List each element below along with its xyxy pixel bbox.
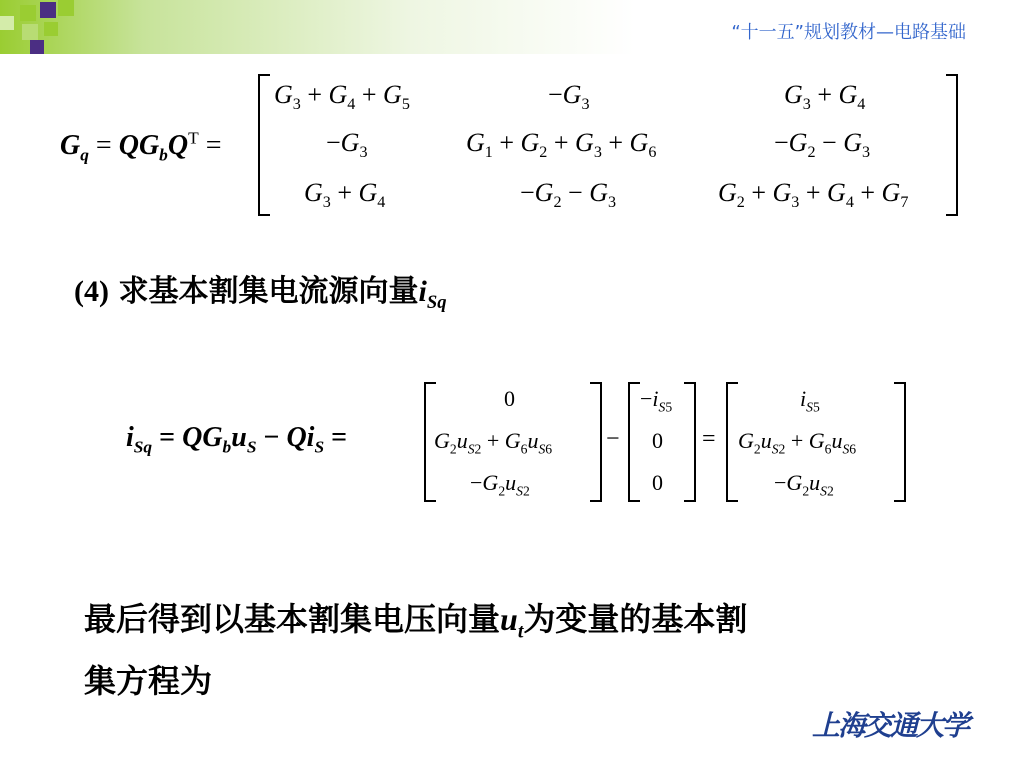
matrix-cell: $G_2u_{S2} + G_6u_{S6}$ — [434, 428, 553, 457]
matrix-cell: $G_3 + G_4$ — [304, 178, 386, 212]
step-text: 求基本割集电流源向量 — [118, 274, 419, 309]
matrix-cell: $G_1 + G_2 + G_3 + G_6$ — [466, 128, 657, 162]
matrix-cell: $-i_{S5}$ — [640, 386, 673, 415]
eq1-left-bracket — [258, 74, 270, 216]
matrix-cell: 0 — [652, 428, 663, 453]
step-number: (4) — [74, 275, 109, 308]
matrix-cell: $-G_2 - G_3$ — [774, 128, 871, 162]
isq-symbol: $i_{Sq}$ — [418, 275, 447, 313]
eq2-matrix-b-left — [628, 382, 640, 502]
matrix-cell: 0 — [652, 470, 663, 495]
matrix-cell: $-G_3$ — [326, 128, 368, 162]
eq1-lhs: $G_q = QG_bQ^T$ = — [60, 128, 222, 165]
equation-gq — [0, 0, 1024, 230]
matrix-cell: 0 — [504, 386, 515, 411]
course-title: “十一五”规划教材—电路基础 — [731, 22, 966, 43]
operator-minus: − — [606, 426, 620, 452]
matrix-cell: $-G_3$ — [548, 80, 590, 114]
step-4-heading — [74, 266, 447, 314]
matrix-cell: $i_{S5}$ — [800, 386, 820, 415]
matrix-cell: $G_3 + G_4$ — [784, 80, 866, 114]
matrix-cell: $G_2 + G_3 + G_4 + G_7$ — [718, 178, 909, 212]
eq2-lhs: $i_{Sq} = QG_bu_S - Qi_S$ = — [126, 422, 348, 457]
matrix-cell: $-G_2 - G_3$ — [520, 178, 617, 212]
eq2-matrix-b-right — [684, 382, 696, 502]
ut-symbol: $u_t$ — [500, 601, 524, 643]
conclusion-text — [84, 594, 944, 706]
matrix-cell: $-G_2u_{S2}$ — [774, 470, 834, 499]
eq2-matrix-c-right — [894, 382, 906, 502]
matrix-cell: $G_3 + G_4 + G_5$ — [274, 80, 410, 114]
conclusion-part1: 最后得到以基本割集电压向量 — [84, 600, 501, 638]
eq2-matrix-a-right — [590, 382, 602, 502]
matrix-cell: $G_2u_{S2} + G_6u_{S6}$ — [738, 428, 857, 457]
matrix-cell: $-G_2u_{S2}$ — [470, 470, 530, 499]
equation-isq — [0, 370, 1024, 510]
eq2-matrix-c-left — [726, 382, 738, 502]
operator-equals: = — [702, 426, 716, 452]
conclusion-line2: 集方程为 — [84, 662, 213, 701]
eq1-right-bracket — [946, 74, 958, 216]
conclusion-part2: 为变量的基本割 — [523, 600, 748, 638]
university-logo: 上海交通大学 — [811, 709, 968, 742]
